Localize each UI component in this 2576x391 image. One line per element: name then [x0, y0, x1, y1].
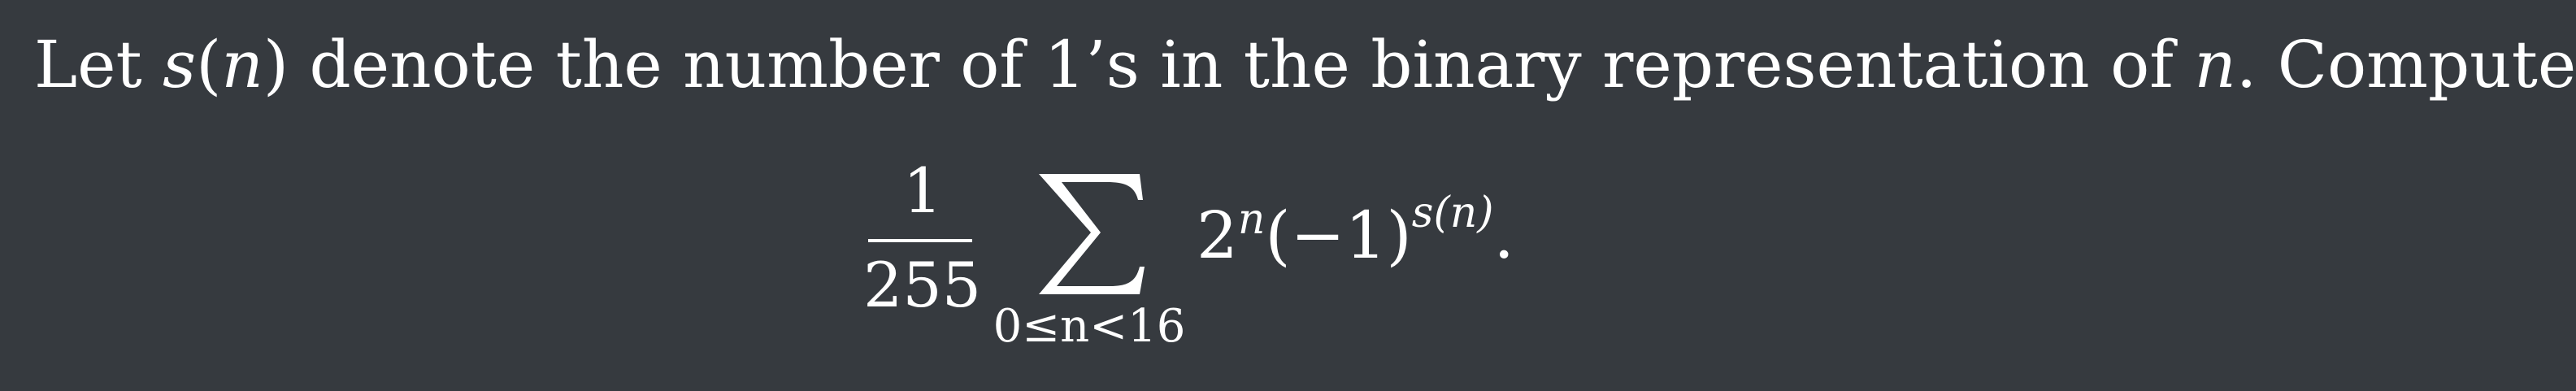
factor-exponent: s(n)	[1411, 189, 1494, 237]
formula-terminator: .	[1493, 198, 1514, 273]
problem-text-end: . Compute	[2235, 27, 2576, 102]
summation-lower-limit-text: 0≤n<16	[993, 300, 1186, 353]
summation-sigma-icon	[1032, 169, 1146, 299]
open-paren: (	[196, 27, 222, 102]
close-paren: )	[263, 27, 289, 102]
base-exponent: n	[1237, 195, 1266, 244]
summation-lower-limit	[984, 294, 1195, 359]
n-variable-2: n	[2194, 27, 2236, 102]
fraction-numerator: 1	[902, 154, 943, 227]
n-variable: n	[221, 27, 263, 102]
s-function-symbol: s	[163, 27, 197, 102]
negative-one-factor: (−1)	[1265, 198, 1412, 273]
base-two: 2	[1197, 198, 1238, 273]
fraction-denominator: 255	[863, 249, 982, 321]
summand	[1197, 187, 1514, 293]
problem-text-start: Let	[34, 27, 163, 102]
problem-text-middle: denote the number of 1’s in the binary representation of	[289, 27, 2195, 102]
fraction-bar	[868, 239, 972, 242]
